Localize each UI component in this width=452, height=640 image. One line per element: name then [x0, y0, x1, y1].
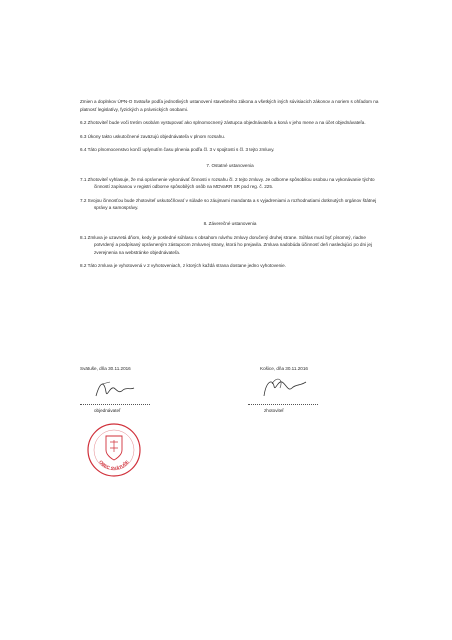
paragraph-intro: Zmien a doplnkov ÚPN-O Svätuše podľa jednotlivých ustanovení stavebného zákona a všetkých iných súvisiacich zákonov a noriem s ohľadom na platnosť legislatívy, fyzických a právnických osobami. — [80, 99, 379, 112]
paragraph-6-3: 6.3 Úkony takto uskutočnené zaväzujú objednávateľa v plnom rozsahu. — [80, 133, 226, 139]
paragraph-8-2: 8.2 Táto zmluva je vyhotovená v 2 vyhotoveniach, z ktorých každá strana dostane jedno vyhotovenie. — [80, 263, 286, 269]
municipal-stamp — [86, 422, 142, 478]
contract-body — [80, 98, 380, 276]
paragraph-6-4: 6.4 Táto plnomocenstvo končí uplynutím času plnenia podľa čl. 3 v spojitosti s čl. 3 tejto zmluvy. — [80, 147, 275, 153]
section-7-heading: 7. Ostatné ustanovenia — [206, 162, 254, 168]
paragraph-8-1: 8.1 Zmluva je uzavretá dňom, kedy je posledné súhlasu s obsahom návrhu zmluvy doručený druhej strane. Súhlas musí byť písomný, riadne potvrdený a podpísaný oprávneným zástupcom zmluvnej strany, ktorá ho prejavila. Zmluva nadobúda účinnosť deň nasledujúci po dni jej zverejnenia na webstránke objednávateľa. — [80, 234, 372, 255]
stamp-text: OBEC SVÄTUŠE — [98, 459, 130, 472]
paragraph-7-2: 7.2 Svojou činnosťou bude zhotoviteľ uskutočňovať v súlade so záujmami mandanta a s vyjadreniami a rozhodnutiami dotknutých orgánov štátnej správy a samosprávy. — [80, 197, 377, 211]
paragraph-6-2: 6.2 Zhotoviteľ bude voči tretím osobám vystupovať ako splnomocnený zástupca objednávateľa a koná v jeho mene a na účet objednávateľa. — [80, 120, 366, 126]
paragraph-7-1: 7.1 Zhotoviteľ vyhlasuje, že má oprávnenie vykonávať činnosti v rozsahu čl. 2 tejto zmluvy. Je odborne spôsobilou osobou na vykonávanie týchto činností zapísanou v registri odborne spôsobilých osôb na MDVaRR SR pod reg. č. 225. — [80, 176, 375, 190]
right-signature-line — [248, 404, 318, 405]
section-8-heading: 8. Záverečné ustanovenia — [203, 220, 257, 226]
left-signature-line — [80, 404, 150, 405]
right-signature-date: Košice, dňa 30.11.2016 — [260, 366, 308, 371]
left-signature-date: Svätuše, dňa 30.11.2016 — [80, 366, 131, 371]
right-signature — [258, 374, 312, 402]
right-signature-caption: zhotoviteľ — [264, 408, 284, 413]
left-signature-caption: objednávateľ — [94, 408, 121, 413]
left-signature — [92, 378, 138, 402]
